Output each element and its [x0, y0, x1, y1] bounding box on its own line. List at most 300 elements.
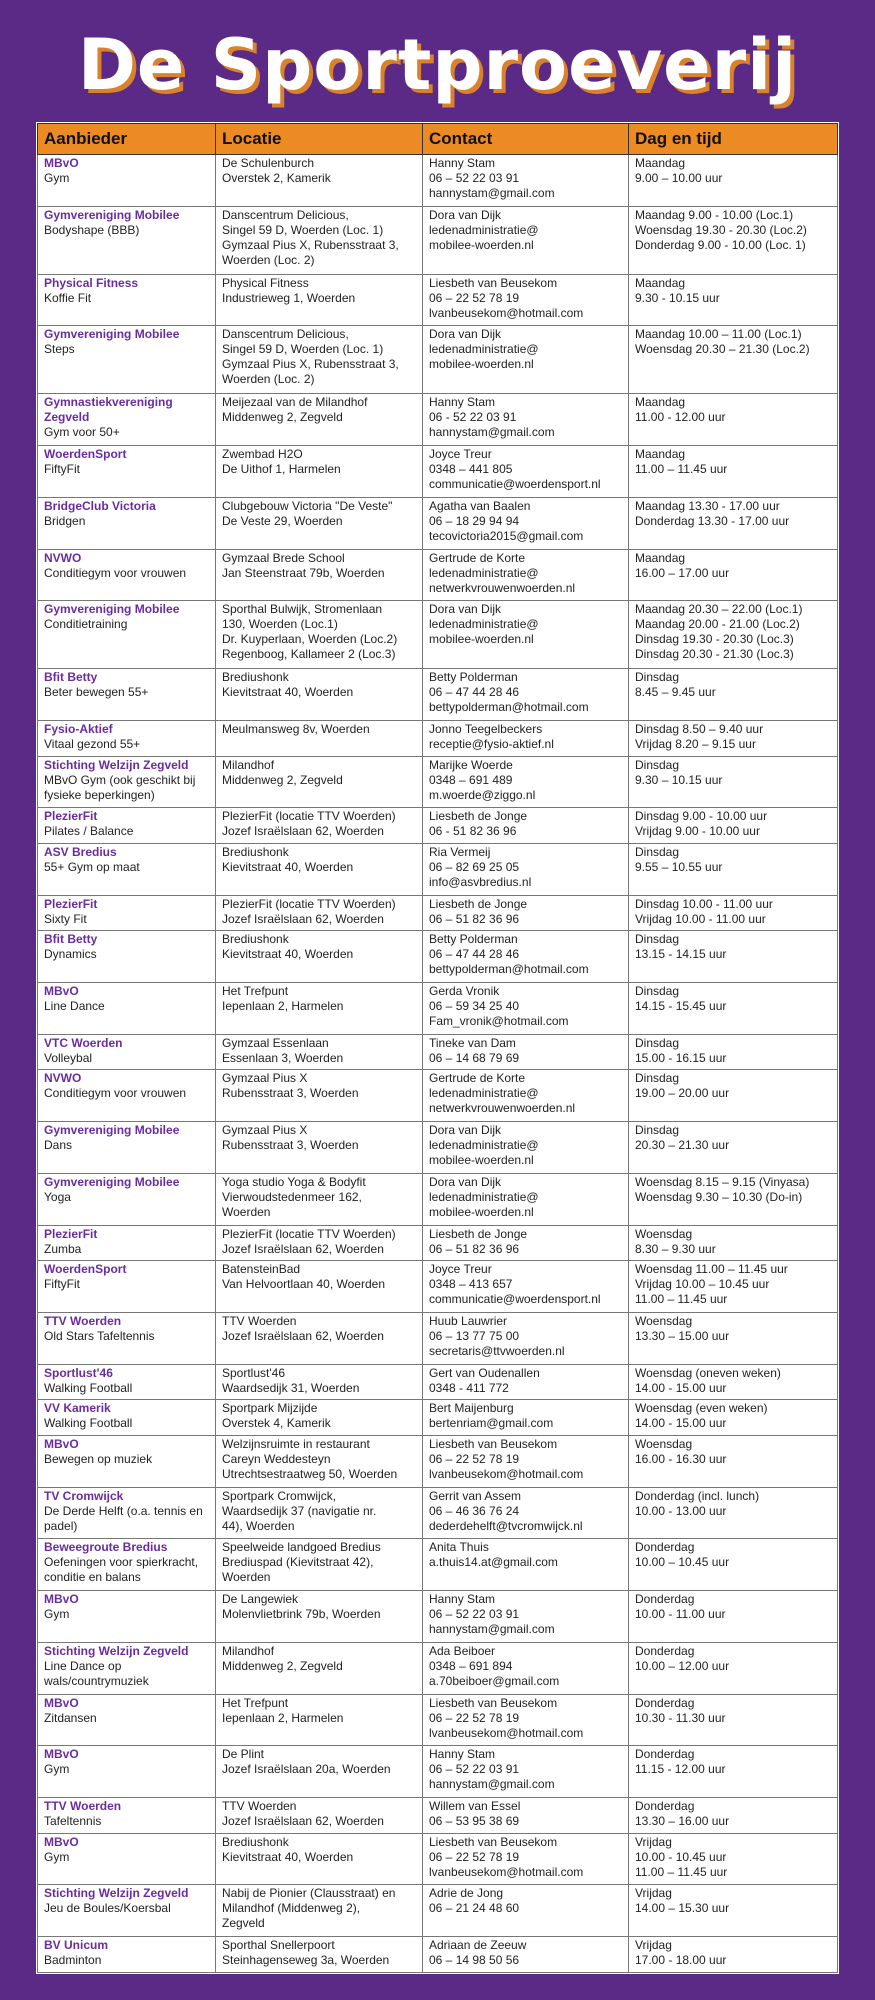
- activity-name: FiftyFit: [44, 462, 80, 477]
- location-cell: [216, 895, 423, 931]
- provider-name: MBvO: [44, 984, 79, 998]
- contact-cell-text: Dora van Dijk ledenadministratie@ mobilee-woerden.nl: [429, 327, 539, 372]
- provider-cell: [38, 1173, 216, 1225]
- provider-name: BridgeClub Victoria: [44, 498, 156, 513]
- location-cell-text: PlezierFit (locatie TTV Woerden) Jozef Israëlslaan 62, Woerden: [222, 809, 396, 839]
- location-cell: [216, 155, 423, 207]
- day-time-cell-text: Maandag 13.30 - 17.00 uur Donderdag 13.30 - 17.00 uur: [635, 498, 790, 528]
- day-time-cell-text: Woensdag 11.00 – 11.45 uur Vrijdag 10.00 – 10.45 uur 11.00 – 11.45 uur: [635, 1262, 788, 1307]
- contact-cell: [423, 1694, 629, 1746]
- activity-name: Dans: [44, 1138, 73, 1153]
- location-cell-text: Milandhof Middenweg 2, Zegveld: [222, 1643, 343, 1673]
- contact-cell: [423, 394, 629, 446]
- activity-name: Jeu de Boules/Koersbal: [44, 1901, 171, 1916]
- contact-cell-text: Jonno Teegelbeckers receptie@fysio-aktief.nl: [429, 722, 554, 752]
- activity-name: Line Dance: [44, 999, 105, 1013]
- provider-name: TTV Woerden: [44, 1313, 122, 1328]
- table-row: [38, 1539, 838, 1591]
- contact-cell-text: Agatha van Baalen 06 – 18 29 94 94 tecovictoria2015@gmail.com: [429, 498, 584, 543]
- provider-name: Fysio-Aktief: [44, 722, 113, 737]
- day-time-cell: [629, 1487, 838, 1539]
- provider-name: Stichting Welzijn Zegveld: [44, 757, 189, 772]
- provider-cell: [38, 721, 216, 757]
- provider-cell: [38, 756, 216, 808]
- contact-cell: [423, 1885, 629, 1937]
- location-cell-text: Yoga studio Yoga & Bodyfit Vierwoudstedenmeer 162, Woerden: [222, 1174, 366, 1219]
- activity-name: Gym: [44, 1607, 70, 1622]
- day-time-cell: [629, 1173, 838, 1225]
- day-time-cell: [629, 1261, 838, 1313]
- provider-name: Beweegroute Bredius: [44, 1540, 168, 1555]
- contact-cell: [423, 1034, 629, 1070]
- provider-name: Gymvereniging Mobilee: [44, 1174, 180, 1189]
- location-cell-text: Gymzaal Pius X Rubensstraat 3, Woerden: [222, 1123, 359, 1153]
- contact-cell: [423, 931, 629, 983]
- contact-cell-text: Tineke van Dam 06 – 14 68 79 69: [429, 1035, 520, 1065]
- contact-cell-text: Liesbeth van Beusekom 06 – 22 52 78 19 lvanbeusekom@hotmail.com: [429, 275, 584, 320]
- location-cell: [216, 1435, 423, 1487]
- contact-cell-text: Ria Vermeij 06 – 82 69 25 05 info@asvbredius.nl: [429, 844, 532, 889]
- location-cell-text: Sporthal Snellerpoort Steinhagenseweg 3a, Woerden: [222, 1938, 390, 1968]
- day-time-cell-text: Dinsdag 10.00 - 11.00 uur Vrijdag 10.00 - 11.00 uur: [635, 896, 773, 926]
- table-row: [38, 669, 838, 721]
- activity-name: Zitdansen: [44, 1710, 97, 1725]
- contact-cell: [423, 1400, 629, 1436]
- activity-name: Conditiegym voor vrouwen: [44, 565, 187, 580]
- table-row: [38, 1173, 838, 1225]
- location-cell: [216, 1034, 423, 1070]
- contact-cell-text: Betty Polderman 06 – 47 44 28 46 bettypolderman@hotmail.com: [429, 932, 589, 977]
- provider-name: PlezierFit: [44, 809, 98, 824]
- table-row: [38, 1694, 838, 1746]
- table-row: [38, 446, 838, 498]
- day-time-cell-text: Dinsdag 9.30 – 10.15 uur: [635, 757, 723, 787]
- day-time-cell: [629, 394, 838, 446]
- contact-cell-text: Liesbeth de Jonge 06 - 51 82 36 96: [429, 809, 528, 839]
- day-time-cell-text: Maandag 20.30 – 22.00 (Loc.1) Maandag 20.00 - 21.00 (Loc.2) Dinsdag 19.30 - 20.30 (Loc.3) Dinsdag 20.30 - 21.30 (Loc.3): [635, 602, 803, 662]
- location-cell: [216, 601, 423, 669]
- contact-cell: [423, 895, 629, 931]
- contact-cell-text: Marijke Woerde 0348 – 691 489 m.woerde@ziggo.nl: [429, 757, 536, 802]
- day-time-cell: [629, 206, 838, 274]
- activity-name: MBvO Gym (ook geschikt bij fysieke beperkingen): [44, 772, 196, 802]
- day-time-cell-text: Donderdag 10.00 – 12.00 uur: [635, 1643, 730, 1673]
- table-row: [38, 326, 838, 394]
- table-row: [38, 1400, 838, 1436]
- location-cell-text: Zwembad H2O De Uithof 1, Harmelen: [222, 447, 341, 477]
- location-cell: [216, 1225, 423, 1261]
- day-time-cell: [629, 808, 838, 844]
- location-cell: [216, 669, 423, 721]
- contact-cell: [423, 1261, 629, 1313]
- day-time-cell-text: Maandag 9.00 - 10.00 (Loc.1) Woensdag 19.30 - 20.30 (Loc.2) Donderdag 9.00 - 10.00 (Loc. 1): [635, 207, 807, 252]
- day-time-cell: [629, 1364, 838, 1400]
- contact-cell: [423, 1833, 629, 1885]
- table-row: [38, 983, 838, 1035]
- provider-name: WoerdenSport: [44, 447, 127, 462]
- location-cell-text: Nabij de Pionier (Clausstraat) en Milandhof (Middenweg 2), Zegveld: [222, 1886, 396, 1931]
- provider-cell: [38, 1798, 216, 1834]
- location-cell: [216, 1400, 423, 1436]
- provider-name: Gymvereniging Mobilee: [44, 207, 180, 222]
- location-cell-text: TTV Woerden Jozef Israëlslaan 62, Woerden: [222, 1313, 384, 1343]
- contact-cell-text: Dora van Dijk ledenadministratie@ mobilee-woerden.nl: [429, 1123, 539, 1168]
- table-row: [38, 1591, 838, 1643]
- location-cell: [216, 721, 423, 757]
- day-time-cell: [629, 1642, 838, 1694]
- activity-name: Gym voor 50+: [44, 425, 120, 440]
- provider-name: Bfit Betty: [44, 932, 98, 947]
- location-cell: [216, 1833, 423, 1885]
- contact-cell: [423, 1539, 629, 1591]
- table-row: [38, 1070, 838, 1122]
- provider-cell: [38, 1885, 216, 1937]
- location-cell-text: Gymzaal Essenlaan Essenlaan 3, Woerden: [222, 1035, 344, 1065]
- table-row: [38, 721, 838, 757]
- contact-cell: [423, 446, 629, 498]
- provider-name: Gymvereniging Mobilee: [44, 327, 180, 342]
- table-row: [38, 843, 838, 895]
- table-row: [38, 1261, 838, 1313]
- activity-name: Vitaal gezond 55+: [44, 737, 141, 752]
- contact-cell: [423, 756, 629, 808]
- contact-cell-text: Joyce Treur 0348 – 413 657 communicatie@woerdensport.nl: [429, 1262, 601, 1307]
- location-cell: [216, 1487, 423, 1539]
- location-cell: [216, 274, 423, 326]
- provider-name: Sportlust'46: [44, 1365, 113, 1380]
- day-time-cell: [629, 497, 838, 549]
- provider-name: MBvO: [44, 1834, 79, 1849]
- table-row: [38, 394, 838, 446]
- day-time-cell: [629, 549, 838, 601]
- contact-cell-text: Gert van Oudenallen 0348 - 411 772: [429, 1365, 540, 1395]
- location-cell-text: Sporthal Bulwijk, Stromenlaan 130, Woerden (Loc.1) Dr. Kuyperlaan, Woerden (Loc.2) Regenboog, Kallameer 2 (Loc.3): [222, 602, 398, 662]
- location-cell-text: Meijezaal van de Milandhof Middenweg 2, Zegveld: [222, 395, 368, 425]
- table-row: [38, 931, 838, 983]
- day-time-cell: [629, 1312, 838, 1364]
- location-cell: [216, 497, 423, 549]
- contact-cell: [423, 843, 629, 895]
- contact-cell-text: Gertrude de Korte ledenadministratie@ netwerkvrouwenwoerden.nl: [429, 550, 576, 595]
- activity-name: Steps: [44, 342, 75, 357]
- location-cell-text: Physical Fitness Industrieweg 1, Woerden: [222, 275, 356, 305]
- location-cell-text: Sportpark Mijzijde Overstek 4, Kamerik: [222, 1401, 331, 1431]
- day-time-cell-text: Dinsdag 9.00 - 10.00 uur Vrijdag 9.00 - 10.00 uur: [635, 809, 768, 839]
- contact-cell-text: Adriaan de Zeeuw 06 – 14 98 50 56: [429, 1938, 527, 1968]
- provider-cell: [38, 1070, 216, 1122]
- provider-cell: [38, 446, 216, 498]
- location-cell: [216, 1122, 423, 1174]
- location-cell: [216, 1591, 423, 1643]
- provider-cell: [38, 1642, 216, 1694]
- location-cell: [216, 983, 423, 1035]
- location-cell: [216, 1261, 423, 1313]
- contact-cell-text: Liesbeth de Jonge 06 – 51 82 36 96: [429, 896, 528, 926]
- day-time-cell-text: Dinsdag 14.15 - 15.45 uur: [635, 984, 727, 1013]
- contact-cell-text: Willem van Essel 06 – 53 95 38 69: [429, 1799, 521, 1829]
- provider-name: TV Cromwijck: [44, 1488, 124, 1503]
- provider-name: BV Unicum: [44, 1938, 109, 1953]
- activity-name: Zumba: [44, 1241, 82, 1256]
- provider-cell: [38, 1364, 216, 1400]
- provider-cell: [38, 843, 216, 895]
- contact-cell: [423, 1435, 629, 1487]
- provider-name: Physical Fitness: [44, 275, 139, 290]
- location-cell: [216, 756, 423, 808]
- location-cell-text: De Schulenburch Overstek 2, Kamerik: [222, 156, 331, 185]
- day-time-cell: [629, 1435, 838, 1487]
- location-cell-text: Meulmansweg 8v, Woerden: [222, 722, 370, 737]
- day-time-cell: [629, 843, 838, 895]
- location-cell: [216, 931, 423, 983]
- location-cell-text: Het Trefpunt Iepenlaan 2, Harmelen: [222, 984, 344, 1013]
- day-time-cell: [629, 895, 838, 931]
- provider-name: PlezierFit: [44, 1226, 98, 1241]
- location-cell-text: De Plint Jozef Israëlslaan 20a, Woerden: [222, 1747, 391, 1777]
- provider-name: VTC Woerden: [44, 1035, 123, 1050]
- contact-cell: [423, 274, 629, 326]
- header-provider: Aanbieder: [38, 124, 216, 155]
- provider-cell: [38, 1261, 216, 1313]
- contact-cell: [423, 497, 629, 549]
- provider-name: Stichting Welzijn Zegveld: [44, 1643, 189, 1658]
- day-time-cell-text: Woensdag (oneven weken) 14.00 - 15.00 uur: [635, 1365, 781, 1395]
- provider-cell: [38, 1122, 216, 1174]
- location-cell-text: Gymzaal Brede School Jan Steenstraat 79b, Woerden: [222, 550, 385, 580]
- location-cell-text: Sportpark Cromwijck, Waardsedijk 37 (navigatie nr. 44), Woerden: [222, 1488, 377, 1533]
- day-time-cell: [629, 983, 838, 1035]
- contact-cell-text: Hanny Stam 06 – 52 22 03 91 hannystam@gmail.com: [429, 1747, 555, 1792]
- contact-cell: [423, 1225, 629, 1261]
- location-cell-text: Het Trefpunt Iepenlaan 2, Harmelen: [222, 1695, 344, 1725]
- provider-name: MBvO: [44, 1592, 79, 1607]
- activity-name: De Derde Helft (o.a. tennis en padel): [44, 1503, 203, 1533]
- contact-cell-text: Anita Thuis a.thuis14.at@gmail.com: [429, 1540, 558, 1570]
- activity-name: Walking Football: [44, 1380, 133, 1395]
- day-time-cell: [629, 274, 838, 326]
- location-cell-text: TTV Woerden Jozef Israëlslaan 62, Woerden: [222, 1799, 384, 1829]
- provider-name: Gymnastiekvereniging Zegveld: [44, 395, 173, 425]
- location-cell: [216, 808, 423, 844]
- provider-name: MBvO: [44, 156, 79, 170]
- table-row: [38, 895, 838, 931]
- provider-cell: [38, 549, 216, 601]
- provider-cell: [38, 669, 216, 721]
- provider-cell: [38, 895, 216, 931]
- day-time-cell: [629, 1694, 838, 1746]
- contact-cell: [423, 808, 629, 844]
- location-cell-text: Gymzaal Pius X Rubensstraat 3, Woerden: [222, 1071, 359, 1101]
- location-cell-text: Welzijnsruimte in restaurant Careyn Weddesteyn Utrechtsestraatweg 50, Woerden: [222, 1436, 398, 1481]
- table-row: [38, 1833, 838, 1885]
- contact-cell-text: Adrie de Jong 06 – 21 24 48 60: [429, 1886, 520, 1916]
- table-row: [38, 549, 838, 601]
- location-cell: [216, 394, 423, 446]
- activity-name: Pilates / Balance: [44, 824, 134, 839]
- day-time-cell-text: Donderdag 10.30 - 11.30 uur: [635, 1695, 726, 1725]
- day-time-cell-text: Maandag 11.00 - 12.00 uur: [635, 395, 726, 425]
- contact-cell: [423, 983, 629, 1035]
- location-cell: [216, 206, 423, 274]
- location-cell: [216, 1312, 423, 1364]
- day-time-cell: [629, 931, 838, 983]
- provider-cell: [38, 983, 216, 1035]
- contact-cell-text: Hanny Stam 06 – 52 22 03 91 hannystam@gmail.com: [429, 1592, 555, 1637]
- activity-name: Dynamics: [44, 947, 97, 962]
- location-cell-text: Speelweide landgoed Bredius Brediuspad (Kievitstraat 42), Woerden: [222, 1540, 381, 1585]
- day-time-cell: [629, 1833, 838, 1885]
- day-time-cell: [629, 1885, 838, 1937]
- contact-cell-text: Dora van Dijk ledenadministratie@ mobilee-woerden.nl: [429, 602, 539, 647]
- contact-cell-text: Gerrit van Assem 06 – 46 36 76 24 dederdehelft@tvcromwijck.nl: [429, 1488, 583, 1533]
- table-row: [38, 206, 838, 274]
- provider-name: Bfit Betty: [44, 670, 98, 685]
- table-row: [38, 1225, 838, 1261]
- day-time-cell: [629, 721, 838, 757]
- contact-cell-text: Liesbeth van Beusekom 06 – 22 52 78 19 lvanbeusekom@hotmail.com: [429, 1834, 584, 1879]
- day-time-cell: [629, 756, 838, 808]
- table-row: [38, 1034, 838, 1070]
- provider-name: MBvO: [44, 1436, 79, 1451]
- location-cell: [216, 1694, 423, 1746]
- provider-cell: [38, 394, 216, 446]
- page-title: De Sportproeverij: [77, 24, 798, 106]
- provider-name: TTV Woerden: [44, 1799, 122, 1814]
- contact-cell-text: Bert Maijenburg bertenriam@gmail.com: [429, 1401, 554, 1431]
- contact-cell-text: Dora van Dijk ledenadministratie@ mobilee-woerden.nl: [429, 1174, 539, 1219]
- table-body: [38, 155, 838, 1973]
- provider-name: Gymvereniging Mobilee: [44, 602, 180, 617]
- header-location: Locatie: [216, 124, 423, 155]
- location-cell: [216, 326, 423, 394]
- day-time-cell-text: Maandag 16.00 – 17.00 uur: [635, 550, 730, 580]
- contact-cell: [423, 1591, 629, 1643]
- table-row: [38, 1435, 838, 1487]
- contact-cell: [423, 669, 629, 721]
- contact-cell-text: Hanny Stam 06 – 52 22 03 91 hannystam@gmail.com: [429, 156, 555, 200]
- activity-name: Yoga: [44, 1189, 71, 1204]
- activity-name: Bodyshape (BBB): [44, 222, 140, 237]
- location-cell-text: PlezierFit (locatie TTV Woerden) Jozef Israëlslaan 62, Woerden: [222, 896, 396, 926]
- day-time-cell: [629, 1122, 838, 1174]
- location-cell: [216, 1539, 423, 1591]
- day-time-cell: [629, 1539, 838, 1591]
- table-row: [38, 756, 838, 808]
- table-row: [38, 1885, 838, 1937]
- table-row: [38, 1487, 838, 1539]
- contact-cell: [423, 1312, 629, 1364]
- provider-cell: [38, 1312, 216, 1364]
- location-cell-text: Brediushonk Kievitstraat 40, Woerden: [222, 932, 354, 962]
- contact-cell: [423, 1642, 629, 1694]
- location-cell-text: Danscentrum Delicious, Singel 59 D, Woerden (Loc. 1) Gymzaal Pius X, Rubensstraat 3, Woerden (Loc. 2): [222, 327, 399, 387]
- provider-cell: [38, 1435, 216, 1487]
- provider-name: MBvO: [44, 1695, 79, 1710]
- day-time-cell: [629, 1225, 838, 1261]
- day-time-cell-text: Donderdag 13.30 – 16.00 uur: [635, 1799, 730, 1829]
- location-cell-text: Sportlust'46 Waardsedijk 31, Woerden: [222, 1365, 360, 1395]
- day-time-cell-text: Dinsdag 19.00 – 20.00 uur: [635, 1071, 730, 1101]
- provider-cell: [38, 808, 216, 844]
- provider-cell: [38, 931, 216, 983]
- activity-name: Bridgen: [44, 513, 86, 528]
- provider-cell: [38, 1539, 216, 1591]
- activity-name: Sixty Fit: [44, 911, 87, 926]
- contact-cell: [423, 206, 629, 274]
- provider-name: NVWO: [44, 550, 82, 565]
- contact-cell-text: Liesbeth van Beusekom 06 – 22 52 78 19 lvanbeusekom@hotmail.com: [429, 1695, 584, 1740]
- day-time-cell-text: Dinsdag 8.45 – 9.45 uur: [635, 670, 716, 700]
- provider-cell: [38, 326, 216, 394]
- contact-cell-text: Liesbeth van Beusekom 06 – 22 52 78 19 lvanbeusekom@hotmail.com: [429, 1436, 584, 1481]
- table-row: [38, 1746, 838, 1798]
- location-cell-text: Brediushonk Kievitstraat 40, Woerden: [222, 670, 354, 700]
- day-time-cell-text: Vrijdag 10.00 - 10.45 uur 11.00 – 11.45 uur: [635, 1834, 728, 1879]
- activity-name: Beter bewegen 55+: [44, 685, 149, 700]
- activity-name: 55+ Gym op maat: [44, 859, 140, 874]
- table-row: [38, 1798, 838, 1834]
- day-time-cell-text: Dinsdag 8.50 – 9.40 uur Vrijdag 8.20 – 9.15 uur: [635, 722, 764, 752]
- activity-name: Old Stars Tafeltennis: [44, 1328, 155, 1343]
- provider-cell: [38, 497, 216, 549]
- location-cell-text: Brediushonk Kievitstraat 40, Woerden: [222, 844, 354, 874]
- contact-cell: [423, 601, 629, 669]
- day-time-cell: [629, 1070, 838, 1122]
- header-day-time: Dag en tijd: [629, 124, 838, 155]
- location-cell: [216, 549, 423, 601]
- location-cell-text: Brediushonk Kievitstraat 40, Woerden: [222, 1834, 354, 1864]
- provider-cell: [38, 206, 216, 274]
- provider-name: WoerdenSport: [44, 1262, 127, 1277]
- contact-cell: [423, 155, 629, 207]
- provider-cell: [38, 1833, 216, 1885]
- day-time-cell: [629, 1937, 838, 1973]
- activity-name: Oefeningen voor spierkracht, conditie en balans: [44, 1555, 199, 1585]
- activity-name: FiftyFit: [44, 1277, 80, 1292]
- day-time-cell-text: Woensdag 13.30 – 15.00 uur: [635, 1313, 730, 1343]
- table-row: [38, 1312, 838, 1364]
- contact-cell-text: Liesbeth de Jonge 06 – 51 82 36 96: [429, 1226, 528, 1256]
- contact-cell-text: Hanny Stam 06 - 52 22 03 91 hannystam@gmail.com: [429, 395, 555, 440]
- table-row: [38, 1364, 838, 1400]
- day-time-cell-text: Donderdag 10.00 – 10.45 uur: [635, 1540, 730, 1570]
- location-cell: [216, 1070, 423, 1122]
- header-contact: Contact: [423, 124, 629, 155]
- day-time-cell-text: Maandag 9.30 - 10.15 uur: [635, 275, 720, 305]
- activity-name: Gym: [44, 171, 70, 185]
- activity-name: Conditietraining: [44, 617, 128, 632]
- activity-name: Koffie Fit: [44, 290, 92, 305]
- contact-cell: [423, 1070, 629, 1122]
- schedule-card: [36, 122, 839, 1974]
- provider-cell: [38, 601, 216, 669]
- day-time-cell-text: Vrijdag 17.00 - 18.00 uur: [635, 1938, 727, 1968]
- contact-cell: [423, 1487, 629, 1539]
- table-row: [38, 601, 838, 669]
- activity-name: Gym: [44, 1849, 70, 1864]
- day-time-cell: [629, 669, 838, 721]
- provider-name: VV Kamerik: [44, 1401, 111, 1416]
- day-time-cell: [629, 155, 838, 207]
- day-time-cell-text: Woensdag 8.30 – 9.30 uur: [635, 1226, 716, 1256]
- activity-name: Tafeltennis: [44, 1814, 102, 1829]
- provider-cell: [38, 155, 216, 207]
- day-time-cell-text: Maandag 10.00 – 11.00 (Loc.1) Woensdag 20.30 – 21.30 (Loc.2): [635, 327, 810, 357]
- activity-name: Badminton: [44, 1953, 102, 1968]
- provider-name: MBvO: [44, 1747, 79, 1762]
- day-time-cell: [629, 601, 838, 669]
- contact-cell-text: Dora van Dijk ledenadministratie@ mobilee-woerden.nl: [429, 207, 539, 252]
